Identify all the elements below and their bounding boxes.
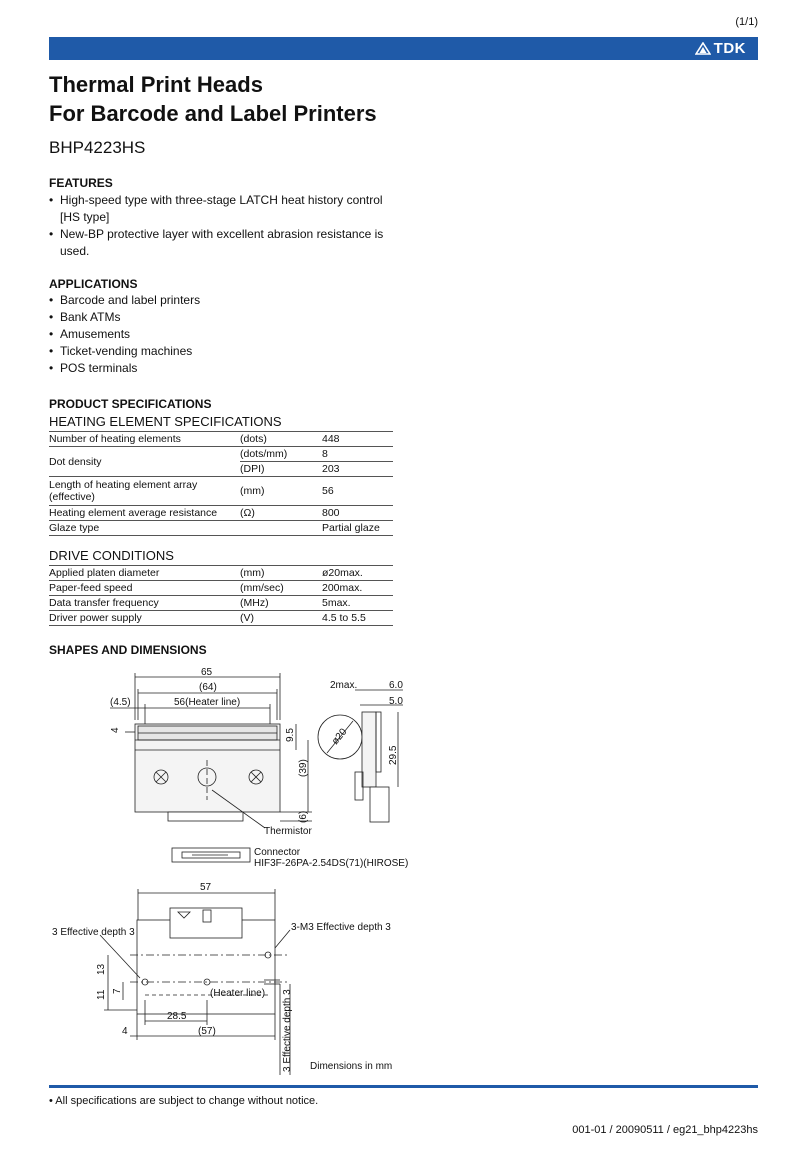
spec-name: Dot density <box>49 447 240 477</box>
table-row <box>49 477 393 506</box>
spec-unit: (mm) <box>240 477 322 506</box>
dim-39: (39) <box>298 759 309 777</box>
shapes-heading: SHAPES AND DIMENSIONS <box>49 643 207 657</box>
list-item: • High-speed type with three-stage LATCH heat history control [HS type] <box>49 192 384 226</box>
dim-28-5: 28.5 <box>167 1011 187 1022</box>
table-row <box>49 521 393 536</box>
spec-unit: (MHz) <box>240 596 322 611</box>
spec-unit: (DPI) <box>240 462 322 477</box>
list-item: • Barcode and label printers <box>49 292 384 309</box>
tdk-emblem-icon <box>695 42 711 55</box>
effective-depth-left: 3 Effective depth 3 <box>52 927 135 938</box>
dim-57-paren: (57) <box>198 1026 216 1037</box>
page-number: (1/1) <box>735 16 758 28</box>
spec-value: 800 <box>322 506 393 521</box>
spec-value: ø20max. <box>322 566 393 581</box>
drive-conditions-heading: DRIVE CONDITIONS <box>49 548 174 563</box>
heating-specs-heading: HEATING ELEMENT SPECIFICATIONS <box>49 414 282 429</box>
spec-unit <box>240 521 322 536</box>
thermistor-label: Thermistor <box>264 826 312 837</box>
spec-unit: (Ω) <box>240 506 322 521</box>
dim-6-0: 6.0 <box>389 680 403 691</box>
spec-value: 5max. <box>322 596 393 611</box>
spec-unit: (mm/sec) <box>240 581 322 596</box>
spec-value: 4.5 to 5.5 <box>322 611 393 626</box>
dim-4-bottom: 4 <box>122 1026 128 1037</box>
features-list <box>49 192 384 260</box>
document-id: 001-01 / 20090511 / eg21_bhp4223hs <box>572 1124 758 1136</box>
m3-depth-label: 3-M3 Effective depth 3 <box>291 922 391 933</box>
tdk-logo <box>695 40 746 57</box>
dim-4-5: (4.5) <box>110 697 131 708</box>
table-row <box>49 506 393 521</box>
dim-29-5: 29.5 <box>388 745 399 765</box>
table-row <box>49 566 393 581</box>
connector-view <box>172 847 408 869</box>
dim-4: 4 <box>110 727 121 733</box>
page-title <box>49 70 377 128</box>
table-row <box>49 596 393 611</box>
footer-bar <box>49 1085 758 1088</box>
spec-value: Partial glaze <box>322 521 393 536</box>
dimension-drawing <box>40 660 420 1080</box>
title-line-2: For Barcode and Label Printers <box>49 101 377 126</box>
dim-heater-56: 56(Heater line) <box>174 697 241 708</box>
table-row <box>49 581 393 596</box>
logo-text: TDK <box>713 40 746 57</box>
dim-64: (64) <box>199 682 217 693</box>
heating-spec-table <box>49 431 393 536</box>
top-dimensions <box>110 667 280 724</box>
heater-line-label: (Heater line) <box>210 988 266 999</box>
spec-name: Number of heating elements <box>49 432 240 447</box>
dim-65: 65 <box>201 667 213 678</box>
dimensions-unit-note: Dimensions in mm <box>310 1061 393 1072</box>
table-row <box>49 611 393 626</box>
front-view <box>110 724 312 837</box>
spec-unit: (dots) <box>240 432 322 447</box>
connector-label: Connector <box>254 847 301 858</box>
spec-unit: (dots/mm) <box>240 447 322 462</box>
dim-7: 7 <box>112 988 123 994</box>
footnote: • All specifications are subject to change without notice. <box>49 1095 319 1107</box>
list-item: • Bank ATMs <box>49 309 384 326</box>
spec-value: 8 <box>322 447 393 462</box>
spec-value: 448 <box>322 432 393 447</box>
features-heading: FEATURES <box>49 176 113 190</box>
list-item: • Ticket-vending machines <box>49 343 384 360</box>
spec-value: 56 <box>322 477 393 506</box>
dim-57: 57 <box>200 882 212 893</box>
spec-name: Heating element average resistance <box>49 506 240 521</box>
dim-2max: 2max. <box>330 680 358 691</box>
spec-unit: (V) <box>240 611 322 626</box>
spec-value: 203 <box>322 462 393 477</box>
spec-name: Driver power supply <box>49 611 240 626</box>
dim-5-0: 5.0 <box>389 696 403 707</box>
dim-11: 11 <box>96 989 107 1000</box>
side-view <box>318 680 403 822</box>
product-specs-heading: PRODUCT SPECIFICATIONS <box>49 397 212 411</box>
spec-unit: (mm) <box>240 566 322 581</box>
list-item: • Amusements <box>49 326 384 343</box>
title-line-1: Thermal Print Heads <box>49 72 263 97</box>
dim-9-5: 9.5 <box>285 728 296 742</box>
spec-name: Applied platen diameter <box>49 566 240 581</box>
spec-name: Paper-feed speed <box>49 581 240 596</box>
dim-13: 13 <box>96 963 107 975</box>
applications-list <box>49 292 384 377</box>
connector-part: HIF3F-26PA-2.54DS(71)(HIROSE) <box>254 858 409 869</box>
effective-depth-vertical: 3 Effective depth 3 <box>282 989 293 1072</box>
list-item: • POS terminals <box>49 360 384 377</box>
list-item: • New-BP protective layer with excellent abrasion resistance is used. <box>49 226 384 260</box>
spec-name: Glaze type <box>49 521 240 536</box>
table-row <box>49 432 393 447</box>
bottom-view <box>52 882 392 1075</box>
applications-heading: APPLICATIONS <box>49 277 138 291</box>
spec-value: 200max. <box>322 581 393 596</box>
model-number: BHP4223HS <box>49 138 146 157</box>
dim-6: (6) <box>298 810 309 823</box>
spec-name: Data transfer frequency <box>49 596 240 611</box>
drive-conditions-table <box>49 565 393 626</box>
table-row <box>49 447 393 462</box>
spec-name: Length of heating element array (effective) <box>49 477 240 506</box>
header-bar <box>49 37 758 60</box>
dim-phi20: ø20 <box>329 726 350 747</box>
